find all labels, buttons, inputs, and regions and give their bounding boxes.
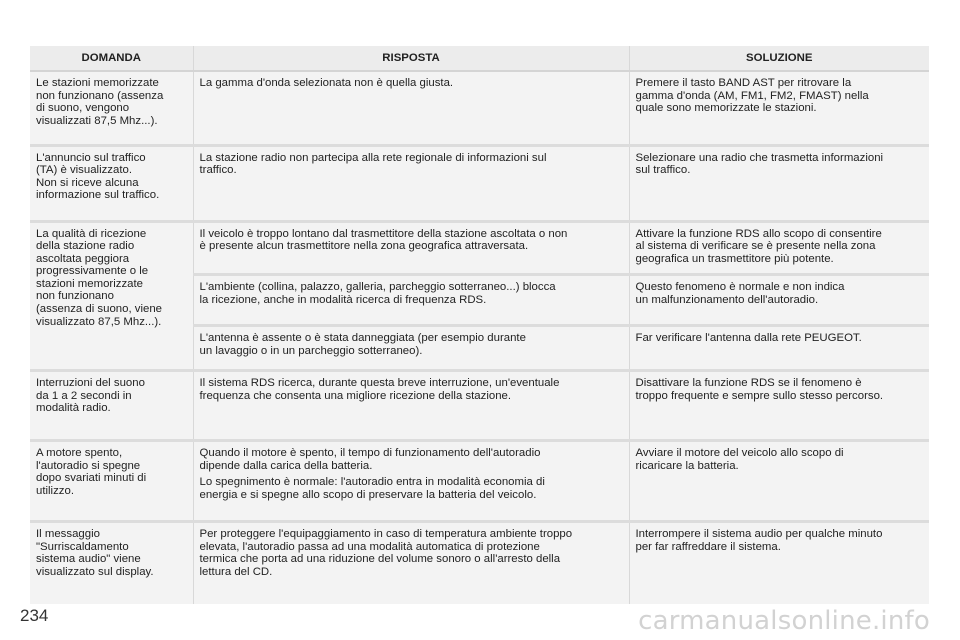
table-row <box>30 441 929 522</box>
table-row <box>30 71 929 145</box>
table-row <box>30 371 929 441</box>
page-number: 234 <box>20 606 49 625</box>
domanda-cell: La qualità di ricezione della stazione radio ascoltata peggiora progressivamente o le stazioni memorizzate non funzionano (assenza di suono, viene visualizzato 87,5 Mhz...). <box>30 221 193 371</box>
domanda-cell: Le stazioni memorizzate non funzionano (assenza di suono, vengono visualizzati 87,5 Mhz...). <box>30 71 193 145</box>
domanda-cell: A motore spento, l'autoradio si spegne dopo svariati minuti di utilizzo. <box>30 441 193 522</box>
soluzione-cell: Disattivare la funzione RDS se il fenomeno è troppo frequente e sempre sullo stesso percorso. <box>629 371 929 441</box>
troubleshooting-table <box>30 46 929 604</box>
domanda-cell: Interruzioni del suono da 1 a 2 secondi in modalità radio. <box>30 371 193 441</box>
risposta-cell: Il sistema RDS ricerca, durante questa breve interruzione, un'eventuale frequenza che consenta una migliore ricezione della stazione. <box>193 371 629 441</box>
risposta-cell: La gamma d'onda selezionata non è quella giusta. <box>193 71 629 145</box>
soluzione-cell: Attivare la funzione RDS allo scopo di consentire al sistema di verificare se è presente nella zona geografica un trasmettitore più potente. <box>629 221 929 275</box>
soluzione-cell: Selezionare una radio che trasmetta informazioni sul traffico. <box>629 145 929 221</box>
domanda-cell: L'annuncio sul traffico (TA) è visualizzato. Non si riceve alcuna informazione sul traffico. <box>30 145 193 221</box>
risposta-paragraph: Quando il motore è spento, il tempo di funzionamento dell'autoradio dipende dalla carica della batteria. <box>199 447 541 472</box>
risposta-paragraph: Lo spegnimento è normale: l'autoradio entra in modalità economia di energia e si spegne allo scopo di preservare la batteria del veicolo. <box>199 476 545 502</box>
risposta-cell: La stazione radio non partecipa alla rete regionale di informazioni sul traffico. <box>193 145 629 221</box>
table-row <box>30 145 929 221</box>
risposta-cell <box>193 441 629 522</box>
soluzione-cell: Premere il tasto BAND AST per ritrovare la gamma d'onda (AM, FM1, FM2, FMAST) nella quale sono memorizzate le stazioni. <box>629 71 929 145</box>
header-risposta: RISPOSTA <box>193 46 629 71</box>
risposta-cell: L'antenna è assente o è stata danneggiata (per esempio durante un lavaggio o in un parcheggio sotterraneo). <box>193 326 629 371</box>
risposta-cell: Per proteggere l'equipaggiamento in caso di temperatura ambiente troppo elevata, l'autoradio passa ad una modalità automatica di protezione termica che porta ad una riduzione del volume sonoro o all'arresto della lettura del CD. <box>193 522 629 604</box>
table-row <box>30 522 929 604</box>
risposta-cell: Il veicolo è troppo lontano dal trasmettitore della stazione ascoltata o non è presente alcun trasmettitore nella zona geografica attraversata. <box>193 221 629 275</box>
soluzione-cell: Far verificare l'antenna dalla rete PEUGEOT. <box>629 326 929 371</box>
header-domanda: DOMANDA <box>30 46 193 71</box>
table-row <box>30 221 929 275</box>
watermark: carmanualsonline.info <box>638 606 930 636</box>
soluzione-cell: Avviare il motore del veicolo allo scopo di ricaricare la batteria. <box>629 441 929 522</box>
header-soluzione: SOLUZIONE <box>629 46 929 71</box>
soluzione-cell: Interrompere il sistema audio per qualche minuto per far raffreddare il sistema. <box>629 522 929 604</box>
soluzione-cell: Questo fenomeno è normale e non indica un malfunzionamento dell'autoradio. <box>629 275 929 326</box>
risposta-cell: L'ambiente (collina, palazzo, galleria, parcheggio sotterraneo...) blocca la ricezione, anche in modalità ricerca di frequenza RDS. <box>193 275 629 326</box>
domanda-cell: Il messaggio "Surriscaldamento sistema audio" viene visualizzato sul display. <box>30 522 193 604</box>
table-header-row <box>30 46 929 71</box>
